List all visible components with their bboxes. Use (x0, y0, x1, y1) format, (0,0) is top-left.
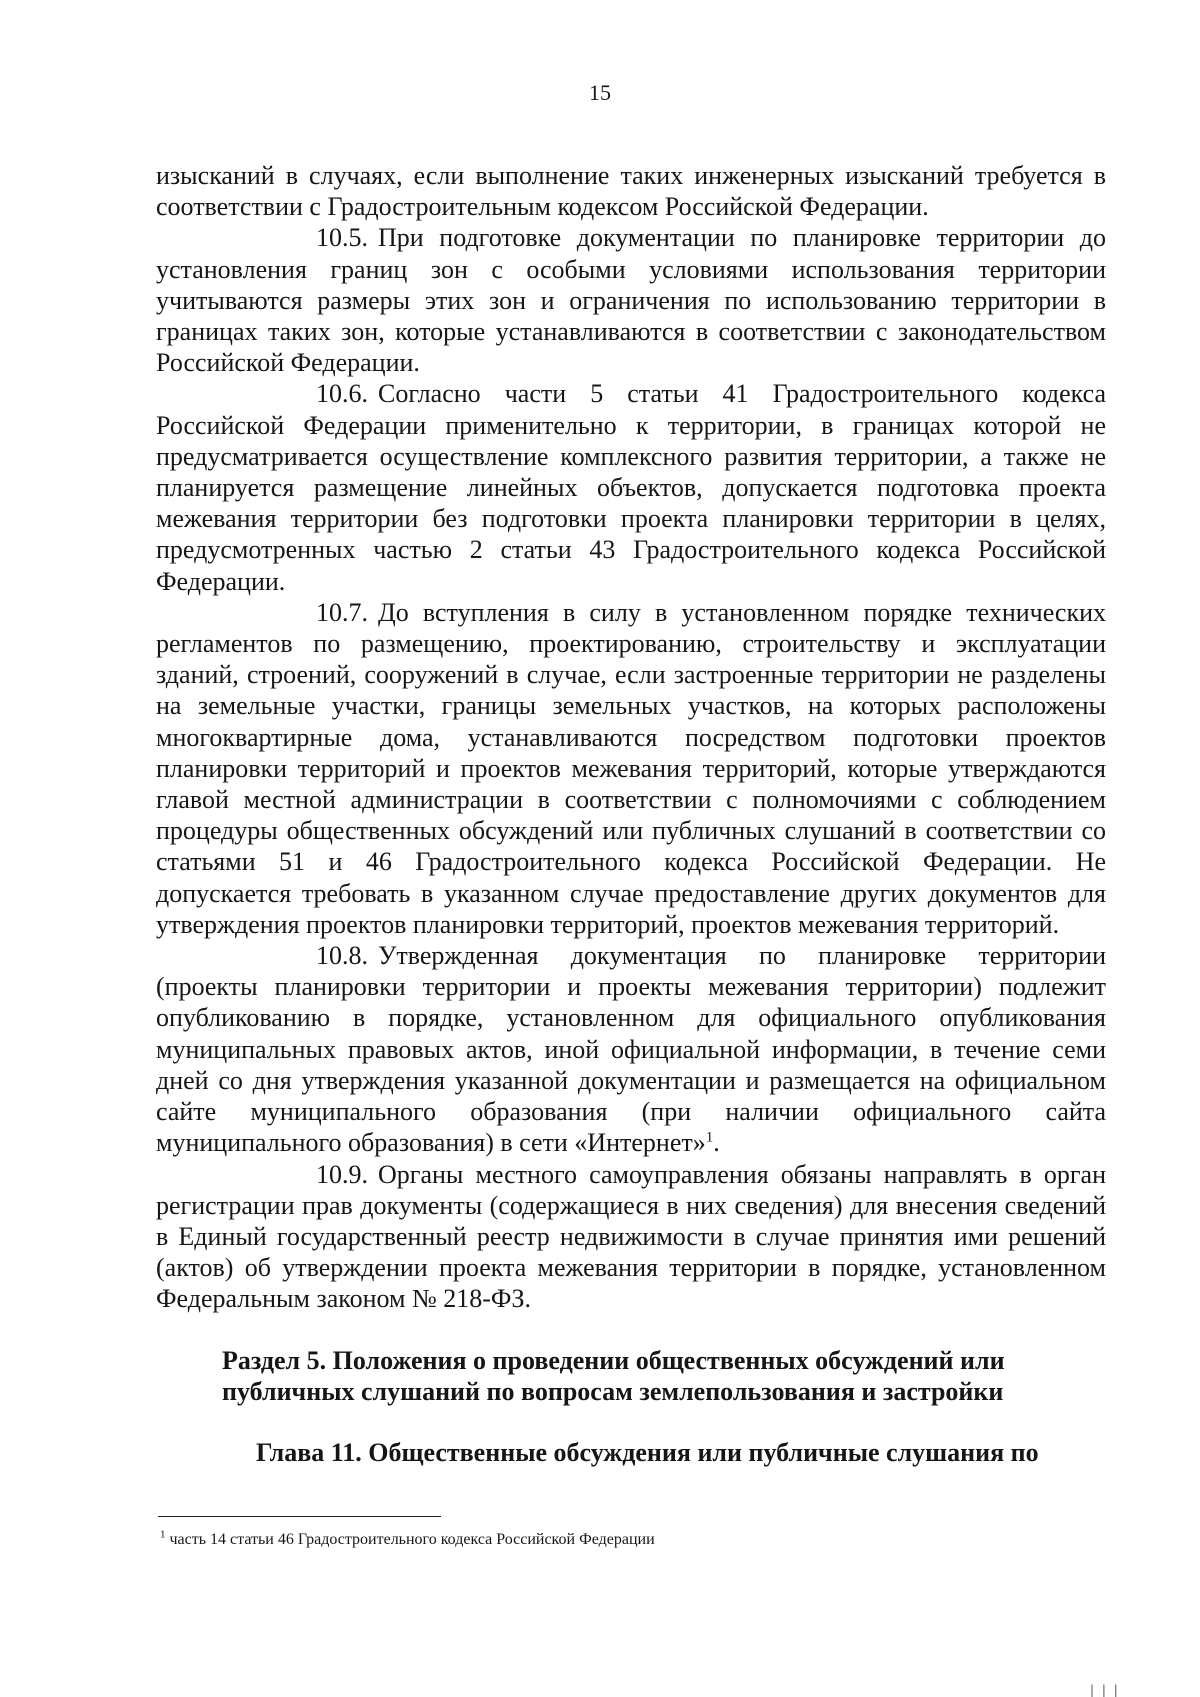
paragraph-10-5 (156, 222, 1106, 378)
paragraph-10-8 (156, 940, 1106, 1158)
footnote-marker: 1 (160, 1528, 166, 1541)
page-number: 15 (589, 80, 611, 105)
section-heading-line-2: публичных слушаний по вопросам землепользования и застройки (222, 1376, 1004, 1406)
scan-marks: | | | (1090, 1683, 1120, 1697)
paragraph-10-9 (156, 1159, 1106, 1315)
section-heading-line-1: Раздел 5. Положения о проведении общественных обсуждений или (222, 1345, 1005, 1375)
paragraph-text: Согласно части 5 статьи 41 Градостроительного кодекса Российской Федерации применительно к территории, в границах которой не предусматривается осуществление комплексного развития территории, а также не планируется размещение линейных объектов, допускается подготовка проекта межевания территории без подготовки проекта планировки территории в целях, предусмотренных частью 2 статьи 43 Градостроительного кодекса Российской Федерации. (156, 379, 1106, 596)
chapter-heading: Глава 11. Общественные обсуждения или публичные слушания по (256, 1437, 1039, 1467)
paragraph-text: До вступления в силу в установленном порядке технических регламентов по размещению, проектированию, строительству и эксплуатации зданий, строений, сооружений в случае, если застроенные территории не разделены на земельные участки, границы земельных участков, на которых расположены многоквартирные дома, устанавливаются посредством подготовки проектов планировки территорий и проектов межевания территорий, которые утверждаются главой местной администрации в соответствии с полномочиями с соблюдением процедуры общественных обсуждений или публичных слушаний в соответствии со статьями 51 и 46 Градостроительного кодекса Российской Федерации. Не допускается требовать в указанном случае предоставление других документов для утверждения проектов планировки территорий, проектов межевания территорий. (156, 597, 1106, 939)
paragraph-text: Утвержденная документация по планировке территории (проекты планировки территории и проекты межевания территории) подлежит опубликованию в порядке, установленном для официального опубликования муниципальных правовых актов, иной официальной информации, в течение семи дней со дня утверждения указанной документации и размещается на официальном сайте муниципального образования (при наличии официального сайта муниципального образования) в сети «Интернет» (156, 941, 1106, 1158)
paragraph-number: 10.7. (316, 597, 368, 627)
paragraph-continuation: изысканий в случаях, если выполнение таких инженерных изысканий требуется в соответствии с Градостроительным кодексом Российской Федерации. (156, 161, 1106, 222)
paragraph-10-7 (156, 597, 1106, 940)
paragraph-tail: . (713, 1128, 720, 1158)
footnote (160, 1530, 1060, 1550)
paragraph-text: При подготовке документации по планировке территории до установления границ зон с особыми условиями использования территории учитываются размеры этих зон и ограничения по использованию территории в границах таких зон, которые устанавливаются в соответствии с законодательством Российской Федерации. (156, 223, 1106, 378)
paragraph-text: Органы местного самоуправления обязаны направлять в орган регистрации прав документы (содержащиеся в них сведения) для внесения сведений в Единый государственный реестр недвижимости в случае принятия ими решений (актов) об утверждении проекта межевания территории в порядке, установленном Федеральным законом № 218-ФЗ. (156, 1159, 1106, 1314)
footnote-reference[interactable]: 1 (705, 1129, 714, 1146)
paragraph-number: 10.9. (316, 1159, 368, 1189)
paragraph-number: 10.6. (316, 379, 368, 409)
paragraph-number: 10.8. (316, 941, 368, 971)
paragraph-10-6 (156, 378, 1106, 596)
section-heading (156, 1345, 1106, 1407)
paragraph-number: 10.5. (316, 223, 368, 253)
footnote-text: часть 14 статьи 46 Градостроительного кодекса Российской Федерации (169, 1531, 655, 1548)
document-body (156, 160, 1106, 1468)
footnote-separator (158, 1516, 441, 1517)
